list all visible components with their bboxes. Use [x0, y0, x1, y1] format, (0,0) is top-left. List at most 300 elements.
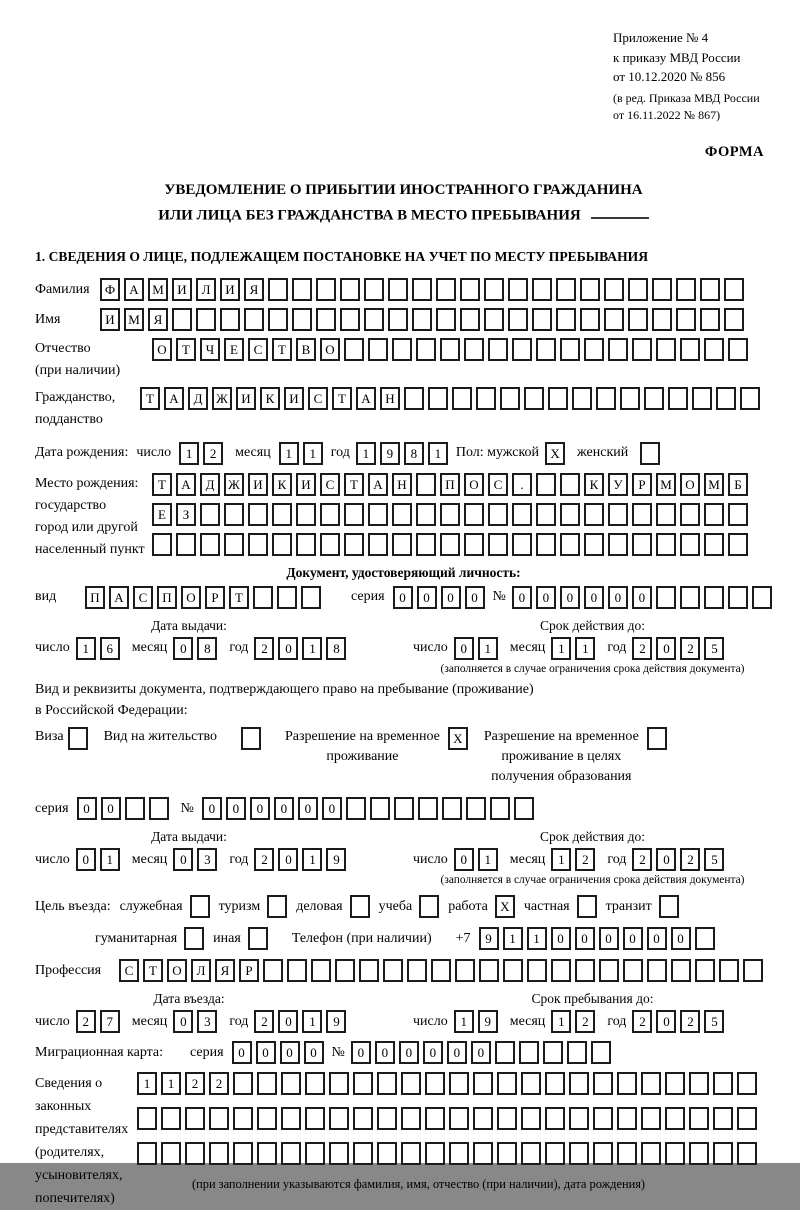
char-cell[interactable]	[244, 308, 264, 331]
char-cell[interactable]	[466, 797, 486, 820]
char-cell[interactable]	[484, 278, 504, 301]
char-cell[interactable]	[665, 1142, 685, 1165]
char-cell[interactable]: П	[440, 473, 460, 496]
char-cell[interactable]	[431, 959, 451, 982]
char-cell[interactable]	[724, 308, 744, 331]
char-cell[interactable]	[377, 1142, 397, 1165]
char-cell[interactable]	[617, 1072, 637, 1095]
char-cell[interactable]	[329, 1072, 349, 1095]
char-cell[interactable]: 5	[704, 637, 724, 660]
char-cell[interactable]: Т	[229, 586, 249, 609]
char-cell[interactable]	[584, 338, 604, 361]
char-cell[interactable]: И	[284, 387, 304, 410]
char-cell[interactable]: 8	[404, 442, 424, 465]
char-cell[interactable]: 5	[704, 848, 724, 871]
char-cell[interactable]: 0	[304, 1041, 324, 1064]
char-cell[interactable]: 0	[173, 848, 193, 871]
char-cell[interactable]: Д	[188, 387, 208, 410]
char-cell[interactable]: М	[656, 473, 676, 496]
char-cell[interactable]: 0	[623, 927, 643, 950]
char-cell[interactable]	[671, 959, 691, 982]
char-cell[interactable]	[740, 387, 760, 410]
char-cell[interactable]: С	[308, 387, 328, 410]
char-cell[interactable]: И	[220, 278, 240, 301]
char-cell[interactable]	[490, 797, 510, 820]
char-cell[interactable]	[596, 387, 616, 410]
char-cell[interactable]: 1	[428, 442, 448, 465]
char-cell[interactable]: 0	[656, 848, 676, 871]
char-cell[interactable]: 1	[454, 1010, 474, 1033]
char-cell[interactable]	[641, 1072, 661, 1095]
char-cell[interactable]: 1	[100, 848, 120, 871]
char-cell[interactable]: А	[356, 387, 376, 410]
char-cell[interactable]	[436, 278, 456, 301]
char-cell[interactable]: 3	[197, 848, 217, 871]
char-cell[interactable]	[495, 1041, 515, 1064]
char-cell[interactable]	[137, 1107, 157, 1130]
char-cell[interactable]	[350, 895, 370, 918]
char-cell[interactable]	[200, 503, 220, 526]
char-cell[interactable]: Р	[632, 473, 652, 496]
char-cell[interactable]: 2	[575, 848, 595, 871]
char-cell[interactable]	[656, 338, 676, 361]
char-cell[interactable]: 1	[137, 1072, 157, 1095]
char-cell[interactable]: П	[85, 586, 105, 609]
char-cell[interactable]	[652, 278, 672, 301]
char-cell[interactable]: Ж	[224, 473, 244, 496]
char-cell[interactable]	[268, 308, 288, 331]
char-cell[interactable]	[575, 959, 595, 982]
char-cell[interactable]: 0	[560, 586, 580, 609]
char-cell[interactable]: 1	[551, 848, 571, 871]
char-cell[interactable]	[388, 308, 408, 331]
char-cell[interactable]: Н	[380, 387, 400, 410]
char-cell[interactable]: 2	[254, 848, 274, 871]
char-cell[interactable]	[301, 586, 321, 609]
char-cell[interactable]	[353, 1072, 373, 1095]
char-cell[interactable]	[536, 533, 556, 556]
char-cell[interactable]: Т	[176, 338, 196, 361]
char-cell[interactable]: 0	[551, 927, 571, 950]
char-cell[interactable]	[737, 1072, 757, 1095]
char-cell[interactable]	[263, 959, 283, 982]
char-cell[interactable]	[305, 1107, 325, 1130]
char-cell[interactable]: Я	[148, 308, 168, 331]
char-cell[interactable]	[272, 503, 292, 526]
char-cell[interactable]: 9	[380, 442, 400, 465]
char-cell[interactable]	[617, 1107, 637, 1130]
char-cell[interactable]	[316, 278, 336, 301]
char-cell[interactable]: С	[320, 473, 340, 496]
char-cell[interactable]	[521, 1072, 541, 1095]
char-cell[interactable]: 1	[161, 1072, 181, 1095]
char-cell[interactable]	[401, 1142, 421, 1165]
char-cell[interactable]	[329, 1107, 349, 1130]
char-cell[interactable]	[253, 586, 273, 609]
char-cell[interactable]	[418, 797, 438, 820]
char-cell[interactable]	[527, 959, 547, 982]
char-cell[interactable]: 2	[254, 1010, 274, 1033]
char-cell[interactable]	[292, 308, 312, 331]
char-cell[interactable]: 1	[179, 442, 199, 465]
char-cell[interactable]: С	[133, 586, 153, 609]
char-cell[interactable]	[713, 1142, 733, 1165]
char-cell[interactable]: Я	[215, 959, 235, 982]
char-cell[interactable]	[248, 927, 268, 950]
char-cell[interactable]	[316, 308, 336, 331]
char-cell[interactable]	[464, 533, 484, 556]
char-cell[interactable]: 0	[471, 1041, 491, 1064]
char-cell[interactable]: .	[512, 473, 532, 496]
char-cell[interactable]: 0	[298, 797, 318, 820]
char-cell[interactable]: С	[488, 473, 508, 496]
char-cell[interactable]: Д	[200, 473, 220, 496]
char-cell[interactable]	[569, 1107, 589, 1130]
char-cell[interactable]	[200, 533, 220, 556]
char-cell[interactable]: И	[236, 387, 256, 410]
char-cell[interactable]: 3	[197, 1010, 217, 1033]
char-cell[interactable]	[647, 727, 667, 750]
char-cell[interactable]: 0	[417, 586, 437, 609]
char-cell[interactable]: Т	[140, 387, 160, 410]
char-cell[interactable]: И	[296, 473, 316, 496]
char-cell[interactable]: 0	[632, 586, 652, 609]
char-cell[interactable]: О	[320, 338, 340, 361]
char-cell[interactable]	[224, 533, 244, 556]
char-cell[interactable]: 0	[656, 1010, 676, 1033]
char-cell[interactable]	[392, 338, 412, 361]
char-cell[interactable]	[209, 1107, 229, 1130]
char-cell[interactable]	[641, 1142, 661, 1165]
char-cell[interactable]: Н	[392, 473, 412, 496]
char-cell[interactable]: Е	[152, 503, 172, 526]
char-cell[interactable]	[713, 1072, 733, 1095]
char-cell[interactable]	[545, 1142, 565, 1165]
char-cell[interactable]	[665, 1072, 685, 1095]
char-cell[interactable]	[416, 533, 436, 556]
char-cell[interactable]	[713, 1107, 733, 1130]
char-cell[interactable]: А	[368, 473, 388, 496]
char-cell[interactable]	[149, 797, 169, 820]
char-cell[interactable]	[452, 387, 472, 410]
char-cell[interactable]: 1	[303, 442, 323, 465]
char-cell[interactable]: 0	[575, 927, 595, 950]
char-cell[interactable]	[455, 959, 475, 982]
char-cell[interactable]: 0	[274, 797, 294, 820]
char-cell[interactable]: 9	[479, 927, 499, 950]
char-cell[interactable]	[479, 959, 499, 982]
char-cell[interactable]	[233, 1072, 253, 1095]
char-cell[interactable]: Т	[143, 959, 163, 982]
char-cell[interactable]	[577, 895, 597, 918]
char-cell[interactable]	[556, 308, 576, 331]
char-cell[interactable]: 0	[375, 1041, 395, 1064]
char-cell[interactable]	[532, 278, 552, 301]
char-cell[interactable]	[524, 387, 544, 410]
char-cell[interactable]	[668, 387, 688, 410]
char-cell[interactable]	[689, 1142, 709, 1165]
char-cell[interactable]: А	[176, 473, 196, 496]
char-cell[interactable]	[419, 895, 439, 918]
char-cell[interactable]: 0	[280, 1041, 300, 1064]
char-cell[interactable]: 2	[680, 637, 700, 660]
char-cell[interactable]	[440, 503, 460, 526]
char-cell[interactable]: 1	[551, 637, 571, 660]
char-cell[interactable]	[584, 533, 604, 556]
char-cell[interactable]: 8	[197, 637, 217, 660]
char-cell[interactable]	[296, 533, 316, 556]
char-cell[interactable]: 0	[399, 1041, 419, 1064]
char-cell[interactable]: 2	[203, 442, 223, 465]
char-cell[interactable]	[473, 1072, 493, 1095]
char-cell[interactable]	[569, 1072, 589, 1095]
char-cell[interactable]	[545, 1107, 565, 1130]
char-cell[interactable]	[125, 797, 145, 820]
char-cell[interactable]	[370, 797, 390, 820]
char-cell[interactable]: 1	[478, 637, 498, 660]
char-cell[interactable]	[572, 387, 592, 410]
char-cell[interactable]: О	[680, 473, 700, 496]
char-cell[interactable]	[548, 387, 568, 410]
char-cell[interactable]	[488, 338, 508, 361]
char-cell[interactable]: 0	[423, 1041, 443, 1064]
char-cell[interactable]: 0	[226, 797, 246, 820]
char-cell[interactable]	[412, 278, 432, 301]
char-cell[interactable]: 1	[302, 848, 322, 871]
char-cell[interactable]	[224, 503, 244, 526]
char-cell[interactable]: О	[464, 473, 484, 496]
char-cell[interactable]: 1	[302, 1010, 322, 1033]
char-cell[interactable]: 1	[356, 442, 376, 465]
char-cell[interactable]: А	[124, 278, 144, 301]
char-cell[interactable]: 0	[647, 927, 667, 950]
char-cell[interactable]	[407, 959, 427, 982]
char-cell[interactable]	[272, 533, 292, 556]
char-cell[interactable]: М	[124, 308, 144, 331]
char-cell[interactable]	[488, 533, 508, 556]
char-cell[interactable]: 0	[77, 797, 97, 820]
char-cell[interactable]: И	[100, 308, 120, 331]
char-cell[interactable]	[364, 308, 384, 331]
char-cell[interactable]: 2	[209, 1072, 229, 1095]
char-cell[interactable]	[346, 797, 366, 820]
char-cell[interactable]	[473, 1142, 493, 1165]
char-cell[interactable]: 1	[279, 442, 299, 465]
char-cell[interactable]: 2	[680, 848, 700, 871]
char-cell[interactable]	[287, 959, 307, 982]
char-cell[interactable]	[268, 278, 288, 301]
char-cell[interactable]	[620, 387, 640, 410]
char-cell[interactable]	[388, 278, 408, 301]
char-cell[interactable]: М	[148, 278, 168, 301]
char-cell[interactable]	[353, 1107, 373, 1130]
char-cell[interactable]: Р	[205, 586, 225, 609]
char-cell[interactable]: 0	[256, 1041, 276, 1064]
char-cell[interactable]: К	[272, 473, 292, 496]
char-cell[interactable]	[233, 1107, 253, 1130]
char-cell[interactable]	[425, 1107, 445, 1130]
char-cell[interactable]: О	[167, 959, 187, 982]
char-cell[interactable]	[329, 1142, 349, 1165]
char-cell[interactable]	[692, 387, 712, 410]
char-cell[interactable]: Т	[152, 473, 172, 496]
char-cell[interactable]	[560, 338, 580, 361]
char-cell[interactable]	[460, 308, 480, 331]
char-cell[interactable]	[647, 959, 667, 982]
char-cell[interactable]: И	[248, 473, 268, 496]
char-cell[interactable]	[281, 1107, 301, 1130]
char-cell[interactable]	[656, 586, 676, 609]
char-cell[interactable]	[340, 278, 360, 301]
char-cell[interactable]	[593, 1107, 613, 1130]
char-cell[interactable]: 0	[441, 586, 461, 609]
char-cell[interactable]	[628, 278, 648, 301]
char-cell[interactable]	[676, 308, 696, 331]
char-cell[interactable]	[401, 1072, 421, 1095]
char-cell[interactable]	[344, 338, 364, 361]
char-cell[interactable]: А	[109, 586, 129, 609]
char-cell[interactable]	[695, 927, 715, 950]
char-cell[interactable]: 1	[527, 927, 547, 950]
char-cell[interactable]: Б	[728, 473, 748, 496]
char-cell[interactable]	[436, 308, 456, 331]
char-cell[interactable]	[704, 586, 724, 609]
char-cell[interactable]	[680, 533, 700, 556]
char-cell[interactable]: X	[448, 727, 468, 750]
char-cell[interactable]	[737, 1142, 757, 1165]
char-cell[interactable]	[248, 503, 268, 526]
char-cell[interactable]	[584, 503, 604, 526]
char-cell[interactable]	[425, 1142, 445, 1165]
char-cell[interactable]: 1	[551, 1010, 571, 1033]
char-cell[interactable]	[392, 533, 412, 556]
char-cell[interactable]: Ж	[212, 387, 232, 410]
char-cell[interactable]	[383, 959, 403, 982]
char-cell[interactable]: 0	[232, 1041, 252, 1064]
char-cell[interactable]	[700, 278, 720, 301]
char-cell[interactable]: Т	[272, 338, 292, 361]
char-cell[interactable]	[695, 959, 715, 982]
char-cell[interactable]	[514, 797, 534, 820]
char-cell[interactable]	[512, 533, 532, 556]
char-cell[interactable]: О	[152, 338, 172, 361]
char-cell[interactable]	[248, 533, 268, 556]
char-cell[interactable]	[220, 308, 240, 331]
char-cell[interactable]	[728, 338, 748, 361]
char-cell[interactable]	[665, 1107, 685, 1130]
char-cell[interactable]	[185, 1107, 205, 1130]
char-cell[interactable]	[476, 387, 496, 410]
char-cell[interactable]: 2	[632, 1010, 652, 1033]
char-cell[interactable]	[416, 503, 436, 526]
char-cell[interactable]	[500, 387, 520, 410]
char-cell[interactable]	[190, 895, 210, 918]
char-cell[interactable]: Р	[239, 959, 259, 982]
char-cell[interactable]	[508, 308, 528, 331]
char-cell[interactable]	[560, 473, 580, 496]
char-cell[interactable]	[700, 308, 720, 331]
char-cell[interactable]: Л	[196, 278, 216, 301]
char-cell[interactable]: 0	[584, 586, 604, 609]
char-cell[interactable]	[543, 1041, 563, 1064]
char-cell[interactable]	[281, 1142, 301, 1165]
char-cell[interactable]	[137, 1142, 157, 1165]
char-cell[interactable]	[560, 533, 580, 556]
char-cell[interactable]	[719, 959, 739, 982]
char-cell[interactable]	[464, 503, 484, 526]
char-cell[interactable]	[551, 959, 571, 982]
char-cell[interactable]	[656, 503, 676, 526]
char-cell[interactable]	[724, 278, 744, 301]
char-cell[interactable]	[521, 1107, 541, 1130]
char-cell[interactable]	[172, 308, 192, 331]
char-cell[interactable]	[641, 1107, 661, 1130]
char-cell[interactable]: Л	[191, 959, 211, 982]
char-cell[interactable]	[449, 1142, 469, 1165]
char-cell[interactable]	[359, 959, 379, 982]
char-cell[interactable]	[560, 503, 580, 526]
char-cell[interactable]: 6	[100, 637, 120, 660]
char-cell[interactable]	[728, 586, 748, 609]
char-cell[interactable]: 2	[76, 1010, 96, 1033]
char-cell[interactable]	[608, 533, 628, 556]
char-cell[interactable]	[377, 1107, 397, 1130]
char-cell[interactable]	[743, 959, 763, 982]
char-cell[interactable]	[281, 1072, 301, 1095]
char-cell[interactable]: А	[164, 387, 184, 410]
char-cell[interactable]	[368, 503, 388, 526]
char-cell[interactable]: О	[181, 586, 201, 609]
char-cell[interactable]	[632, 503, 652, 526]
char-cell[interactable]: К	[260, 387, 280, 410]
char-cell[interactable]: 2	[185, 1072, 205, 1095]
char-cell[interactable]	[368, 338, 388, 361]
char-cell[interactable]	[640, 442, 660, 465]
char-cell[interactable]	[161, 1107, 181, 1130]
char-cell[interactable]	[392, 503, 412, 526]
char-cell[interactable]: 0	[536, 586, 556, 609]
char-cell[interactable]	[567, 1041, 587, 1064]
char-cell[interactable]	[580, 278, 600, 301]
char-cell[interactable]	[305, 1072, 325, 1095]
char-cell[interactable]	[416, 473, 436, 496]
char-cell[interactable]: Я	[244, 278, 264, 301]
char-cell[interactable]	[449, 1107, 469, 1130]
char-cell[interactable]: С	[119, 959, 139, 982]
char-cell[interactable]	[497, 1142, 517, 1165]
char-cell[interactable]	[608, 503, 628, 526]
char-cell[interactable]: 0	[322, 797, 342, 820]
char-cell[interactable]: 9	[478, 1010, 498, 1033]
char-cell[interactable]: 0	[173, 1010, 193, 1033]
char-cell[interactable]: X	[545, 442, 565, 465]
char-cell[interactable]: 5	[704, 1010, 724, 1033]
char-cell[interactable]: Е	[224, 338, 244, 361]
char-cell[interactable]: И	[172, 278, 192, 301]
char-cell[interactable]	[536, 338, 556, 361]
char-cell[interactable]	[364, 278, 384, 301]
char-cell[interactable]	[545, 1072, 565, 1095]
char-cell[interactable]	[512, 338, 532, 361]
char-cell[interactable]	[599, 959, 619, 982]
char-cell[interactable]	[460, 278, 480, 301]
char-cell[interactable]	[556, 278, 576, 301]
char-cell[interactable]: Ч	[200, 338, 220, 361]
char-cell[interactable]	[152, 533, 172, 556]
char-cell[interactable]: 0	[202, 797, 222, 820]
char-cell[interactable]	[593, 1072, 613, 1095]
char-cell[interactable]	[497, 1107, 517, 1130]
